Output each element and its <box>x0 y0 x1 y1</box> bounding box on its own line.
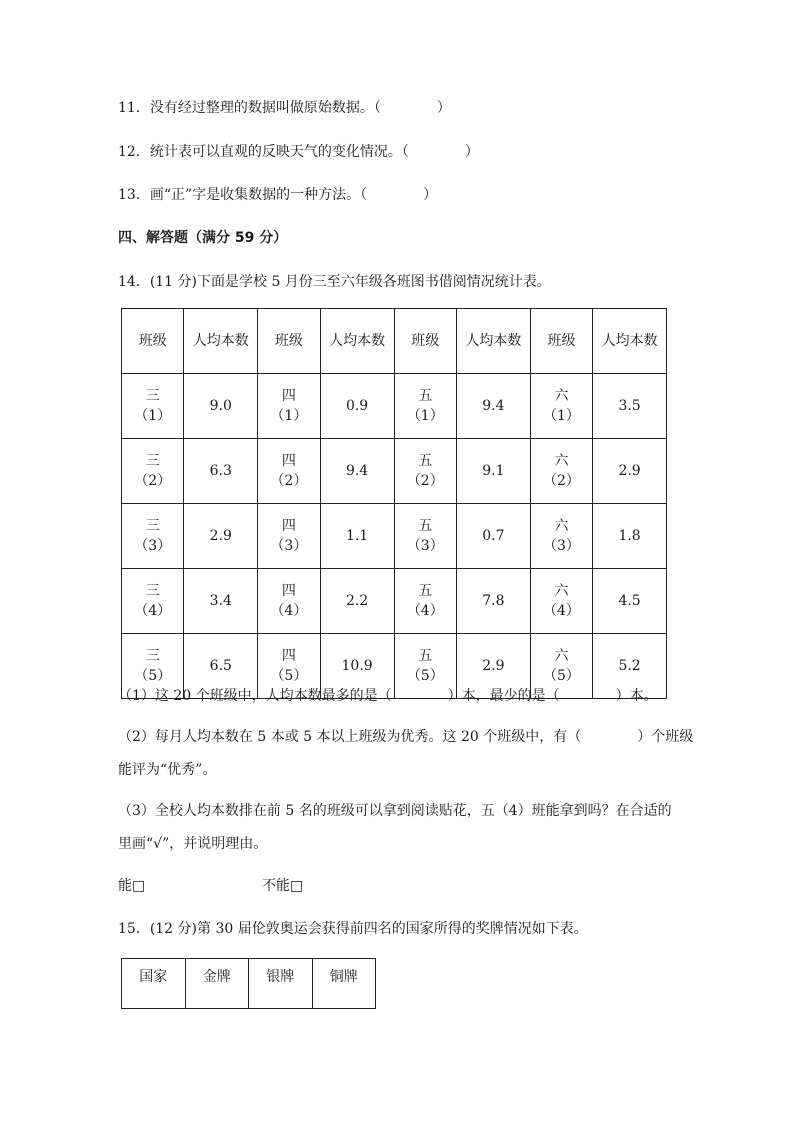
section-title: 四、解答题（满分 59 分） <box>118 230 288 246</box>
value-cell: 0.7 <box>456 504 530 569</box>
value-cell: 3.4 <box>184 569 258 634</box>
medal-table <box>121 958 376 1009</box>
value-cell: 9.0 <box>184 374 258 439</box>
value-cell: 9.4 <box>456 374 530 439</box>
class-cell: 六 （1） <box>530 374 592 439</box>
class-cell: 五 （5） <box>394 634 456 699</box>
value-cell: 1.1 <box>320 504 394 569</box>
class-cell: 六 （3） <box>530 504 592 569</box>
class-cell: 五 （1） <box>394 374 456 439</box>
value-cell: 10.9 <box>320 634 394 699</box>
value-cell: 3.5 <box>593 374 667 439</box>
option-no-checkbox[interactable]: 不能□ <box>262 878 304 894</box>
class-cell: 四 （5） <box>258 634 320 699</box>
header-cell: 人均本数 <box>184 309 258 374</box>
header-cell: 银牌 <box>249 959 313 1009</box>
header-cell: 金牌 <box>185 959 249 1009</box>
table-row <box>122 439 667 504</box>
class-cell: 四 （2） <box>258 439 320 504</box>
table-row <box>122 374 667 439</box>
header-cell: 人均本数 <box>593 309 667 374</box>
question-14-part-2: （2）每月人均本数在 5 本或 5 本以上班级为优秀。这 20 个班级中，有（ ）个班级 <box>118 729 694 745</box>
value-cell: 2.9 <box>593 439 667 504</box>
header-cell: 人均本数 <box>456 309 530 374</box>
header-cell: 班级 <box>122 309 184 374</box>
class-cell: 三 （4） <box>122 569 184 634</box>
value-cell: 2.2 <box>320 569 394 634</box>
question-11: 11．没有经过整理的数据叫做原始数据。（ ） <box>118 100 451 116</box>
table-header-row <box>122 959 376 1009</box>
question-14: 14．(11 分)下面是学校 5 月份三至六年级各班图书借阅情况统计表。 <box>118 274 551 290</box>
class-cell: 六 （4） <box>530 569 592 634</box>
class-cell: 四 （1） <box>258 374 320 439</box>
value-cell: 7.8 <box>456 569 530 634</box>
question-13: 13．画“正”字是收集数据的一种方法。（ ） <box>118 187 438 203</box>
class-cell: 三 （3） <box>122 504 184 569</box>
header-cell: 班级 <box>530 309 592 374</box>
option-yes-checkbox[interactable]: 能□ <box>118 878 146 894</box>
value-cell: 6.3 <box>184 439 258 504</box>
value-cell: 4.5 <box>593 569 667 634</box>
question-14-part-3-cont: 里画“√”，并说明理由。 <box>118 836 268 852</box>
question-12: 12．统计表可以直观的反映天气的变化情况。（ ） <box>118 144 479 160</box>
header-cell: 铜牌 <box>312 959 376 1009</box>
table-header-row <box>122 309 667 374</box>
question-15: 15．(12 分)第 30 届伦敦奥运会获得前四名的国家所得的奖牌情况如下表。 <box>118 921 588 937</box>
class-cell: 四 （4） <box>258 569 320 634</box>
value-cell: 2.9 <box>184 504 258 569</box>
class-cell: 三 （2） <box>122 439 184 504</box>
class-cell: 五 （4） <box>394 569 456 634</box>
question-14-part-3: （3）全校人均本数排在前 5 名的班级可以拿到阅读贴花，五（4）班能拿到吗？在合适的 <box>118 803 672 819</box>
table-row <box>122 569 667 634</box>
header-cell: 班级 <box>258 309 320 374</box>
value-cell: 6.5 <box>184 634 258 699</box>
reading-stats-table <box>121 308 667 699</box>
class-cell: 六 （5） <box>530 634 592 699</box>
value-cell: 5.2 <box>593 634 667 699</box>
class-cell: 六 （2） <box>530 439 592 504</box>
class-cell: 四 （3） <box>258 504 320 569</box>
class-cell: 五 （3） <box>394 504 456 569</box>
value-cell: 2.9 <box>456 634 530 699</box>
header-cell: 班级 <box>394 309 456 374</box>
value-cell: 9.4 <box>320 439 394 504</box>
header-cell: 人均本数 <box>320 309 394 374</box>
question-14-part-2-cont: 能评为“优秀”。 <box>118 762 217 778</box>
value-cell: 1.8 <box>593 504 667 569</box>
value-cell: 9.1 <box>456 439 530 504</box>
value-cell: 0.9 <box>320 374 394 439</box>
class-cell: 三 （1） <box>122 374 184 439</box>
question-14-part-1: （1）这 20 个班级中，人均本数最多的是（ ）本，最少的是（ ）本。 <box>118 688 658 704</box>
header-cell: 国家 <box>122 959 186 1009</box>
class-cell: 三 （5） <box>122 634 184 699</box>
class-cell: 五 （2） <box>394 439 456 504</box>
table-row <box>122 504 667 569</box>
